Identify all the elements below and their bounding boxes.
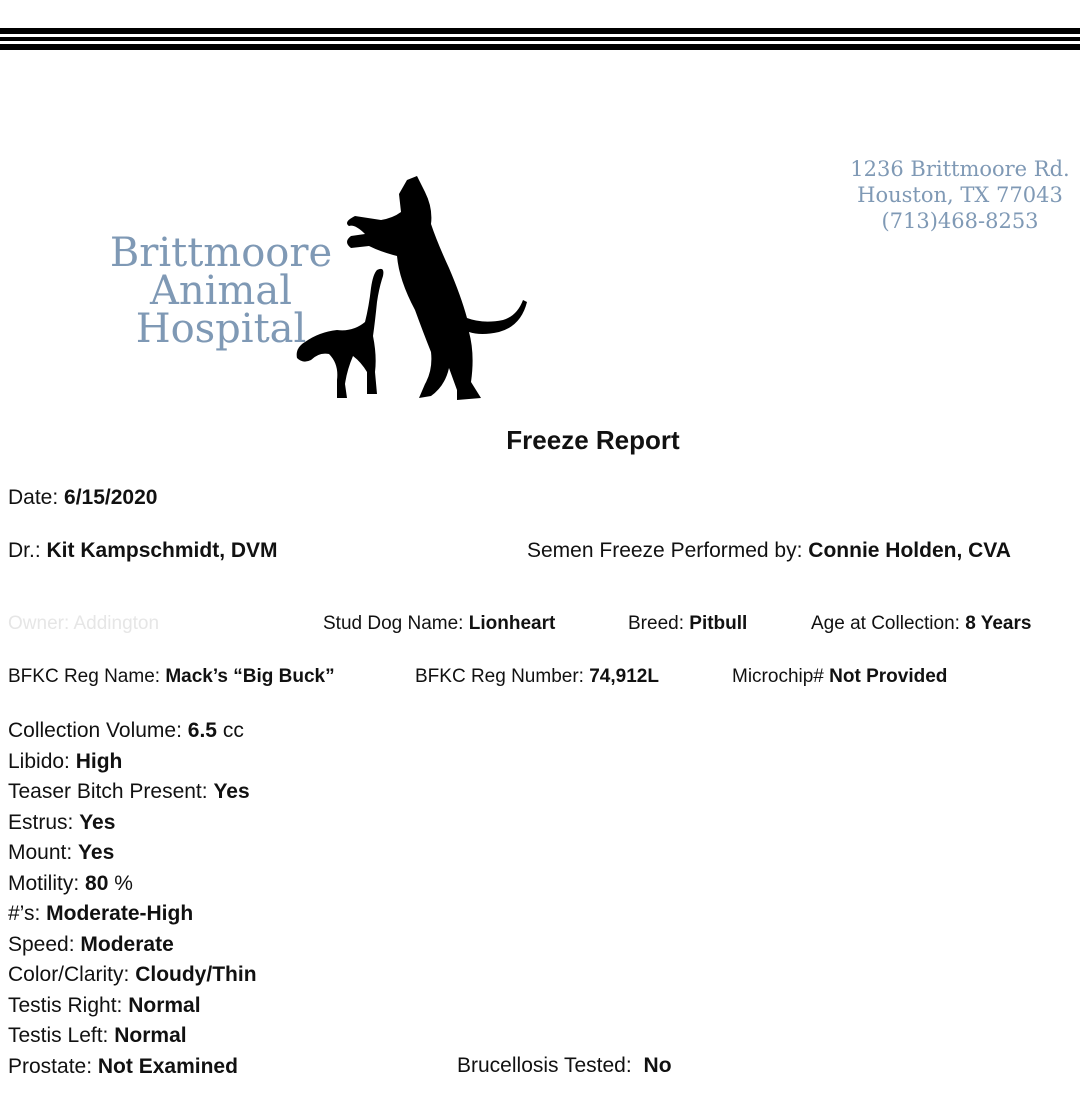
logo-line-3: Hospital: [135, 306, 307, 352]
stud-dog-value: Lionheart: [468, 613, 556, 634]
detail-value: Normal: [114, 1024, 187, 1047]
breed-value: Pitbull: [689, 613, 748, 634]
age-label: Age at Collection:: [811, 613, 960, 634]
breed-label: Breed:: [628, 613, 684, 634]
detail-row: [8, 838, 257, 869]
microchip-field: [732, 666, 947, 688]
bfkc-name-value: Mack’s “Big Buck”: [165, 666, 335, 687]
header-rule-bottom: [0, 44, 1080, 50]
logo-line-1: Brittmoore: [109, 230, 333, 276]
microchip-label: Microchip#: [732, 666, 824, 687]
detail-row: [8, 747, 257, 778]
performed-by-label: Semen Freeze Performed by:: [527, 539, 803, 562]
date-label: Date:: [8, 486, 59, 509]
detail-label: Mount:: [8, 841, 73, 864]
detail-row: [8, 808, 257, 839]
age-field: [811, 613, 1031, 635]
bfkc-name-label: BFKC Reg Name:: [8, 666, 161, 687]
bfkc-name-field: [8, 666, 335, 688]
owner-field: [8, 613, 159, 635]
doctor-field: [8, 539, 278, 563]
brucellosis-field: [457, 1054, 672, 1078]
detail-value: Cloudy/Thin: [135, 963, 257, 986]
detail-label: Motility:: [8, 871, 80, 895]
detail-label: Color/Clarity:: [8, 963, 130, 986]
detail-unit: cc: [222, 719, 244, 742]
detail-row: [8, 777, 257, 808]
detail-row: [8, 1052, 257, 1083]
detail-label: #’s:: [8, 902, 41, 925]
detail-label: Testis Left:: [8, 1024, 109, 1047]
hospital-address: [830, 156, 1080, 234]
brucellosis-value: No: [643, 1054, 672, 1077]
detail-label: Libido:: [8, 749, 70, 773]
detail-label: Teaser Bitch Present:: [8, 780, 208, 803]
detail-value: 6.5: [187, 719, 217, 742]
bfkc-number-value: 74,912L: [589, 666, 659, 687]
detail-row: [8, 869, 257, 900]
detail-value: High: [75, 749, 123, 773]
detail-value: Yes: [79, 810, 116, 834]
header-rule-middle: [0, 37, 1080, 41]
detail-value: Moderate: [80, 932, 174, 956]
bfkc-number-label: BFKC Reg Number:: [415, 666, 584, 687]
date-value: 6/15/2020: [64, 486, 158, 509]
detail-value: Normal: [128, 993, 201, 1017]
doctor-value: Kit Kampschmidt, DVM: [46, 539, 278, 562]
address-phone: (713)468-8253: [881, 209, 1039, 233]
bfkc-number-field: [415, 666, 659, 688]
doctor-label: Dr.:: [8, 539, 41, 562]
detail-value: Moderate-High: [46, 902, 194, 925]
logo-line-2: Animal: [149, 268, 292, 314]
detail-value: Yes: [213, 780, 250, 803]
header-rule-top: [0, 28, 1080, 34]
owner-value: Addington: [73, 613, 160, 634]
age-value: 8 Years: [965, 613, 1032, 634]
detail-row: [8, 899, 257, 930]
address-city: Houston, TX 77043: [857, 183, 1063, 207]
detail-label: Collection Volume:: [8, 719, 182, 742]
owner-label: Owner:: [8, 613, 70, 634]
detail-row: [8, 716, 257, 747]
dog-and-cat-silhouette-icon: [285, 172, 535, 404]
detail-value: Yes: [78, 841, 115, 864]
detail-label: Testis Right:: [8, 993, 123, 1017]
detail-label: Prostate:: [8, 1054, 93, 1078]
microchip-value: Not Provided: [829, 666, 948, 687]
detail-value: Not Examined: [97, 1054, 238, 1078]
performed-by-value: Connie Holden, CVA: [808, 539, 1011, 562]
address-street: 1236 Brittmoore Rd.: [850, 157, 1070, 181]
stud-dog-label: Stud Dog Name:: [323, 613, 464, 634]
detail-value: 80: [85, 871, 109, 895]
performed-by-field: [527, 539, 1011, 563]
detail-row: [8, 991, 257, 1022]
detail-unit: %: [114, 871, 133, 895]
stud-dog-field: [323, 613, 555, 635]
detail-row: [8, 930, 257, 961]
collection-details-list: [8, 716, 257, 1082]
detail-row: [8, 1021, 257, 1052]
report-title: Freeze Report: [506, 425, 680, 455]
detail-label: Estrus:: [8, 810, 74, 834]
detail-row: [8, 960, 257, 991]
brucellosis-label: Brucellosis Tested:: [457, 1054, 632, 1077]
breed-field: [628, 613, 747, 635]
date-field: [8, 486, 157, 510]
detail-label: Speed:: [8, 932, 75, 956]
